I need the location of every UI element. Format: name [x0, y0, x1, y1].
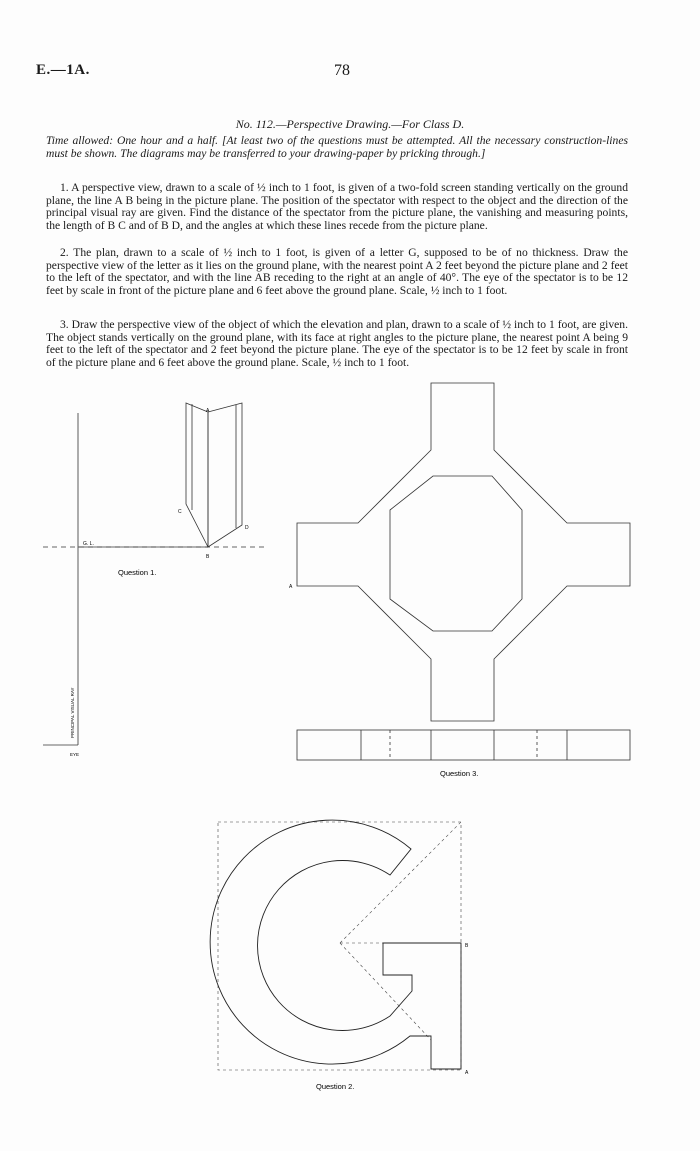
fig1-caption: Question 1. [118, 568, 157, 577]
fig1-label-ray: PRINCIPAL VISUAL RAY [70, 687, 75, 738]
fig1-label-a: A [206, 408, 210, 414]
fig1-label-d: D [245, 525, 249, 531]
document-reference: E.—1A. [36, 62, 90, 78]
fig3-caption: Question 3. [440, 769, 479, 778]
fig1-label-eye: EYE [70, 752, 80, 757]
question-2-text: 2. The plan, drawn to a scale of ½ inch to 1 foot, is given of a letter G, supposed to be of no thickness. Draw the perspective view of the letter as it lies on the ground plane, with the nearest point A 2 feet beyond the picture plane and 2 feet to the left of the spectator, and with the line AB receding to the right at an angle of 40°. The eye of the spectator is to be 12 feet by scale in front of the picture plane and 6 feet above the ground plane. Scale, ½ inch to 1 foot. [46, 246, 628, 297]
fig2-caption: Question 2. [316, 1082, 355, 1091]
fig1-label-gl: G. L. [83, 541, 94, 547]
g-bounding-square [218, 822, 461, 1070]
fig2-label-a: A [465, 1070, 469, 1076]
fig1-label-c: C [178, 509, 182, 515]
question-1-text: 1. A perspective view, drawn to a scale of ½ inch to 1 foot, is given of a two-fold screen standing vertically on the ground plane, the line A B being in the picture plane. The position of the spectator with respect to the object and the direction of the principal visual ray are given. Find the distance of the spectator from the picture plane, the vanishing and measuring points, the length of B C and of B D, and the angles at which these lines recede from the picture plane. [46, 181, 628, 232]
question-3-text: 3. Draw the perspective view of the object of which the elevation and plan, drawn to a scale of ½ inch to 1 foot, are given. The object stands vertically on the ground plane, with its face at right angles to the picture plane, the nearest point A being 9 feet to the left of the spectator and 2 feet beyond the picture plane. The eye of the spectator is to be 12 feet by scale in front of the picture plane and 6 feet above the ground plane. Scale, ½ inch to 1 foot. [46, 318, 628, 369]
g-construction-diagonal [340, 822, 461, 943]
page-number: 78 [334, 62, 350, 79]
fig1-label-b: B [206, 554, 210, 560]
exam-instructions: Time allowed: One hour and a half. [At least two of the questions must be attempted. All the necessary construction-lines must be shown. The diagrams may be transferred to your drawing-paper by pricking through.] [46, 134, 628, 161]
g-construction-diagonal [340, 943, 431, 1040]
fig2-label-b: B [465, 943, 469, 949]
fig3-label-a: A [289, 584, 293, 590]
exam-title: No. 112.—Perspective Drawing.—For Class D. [235, 117, 465, 131]
